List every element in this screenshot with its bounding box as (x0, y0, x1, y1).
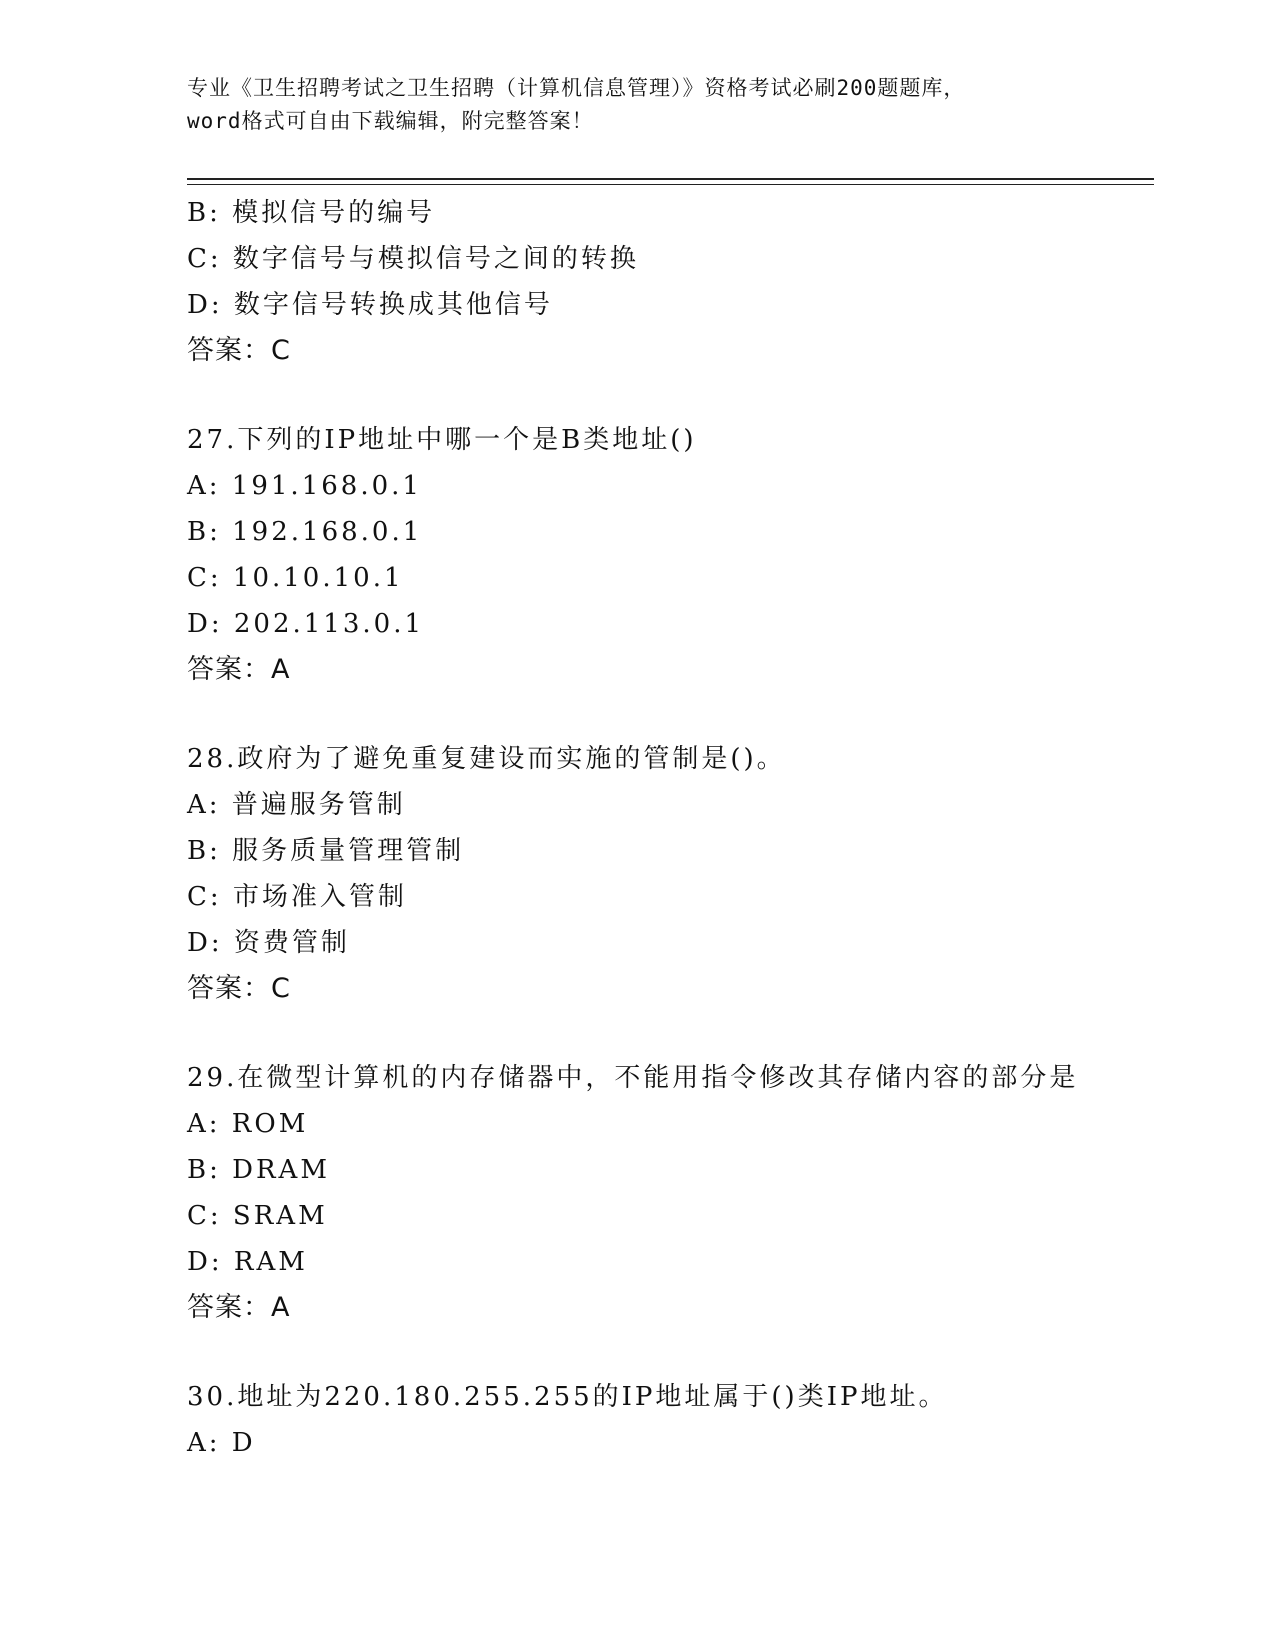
question-block-26 (187, 190, 1147, 374)
option-c: C: 市场准入管制 (187, 882, 407, 912)
answer: 答案：A (187, 1292, 291, 1323)
answer: 答案：C (187, 335, 291, 366)
document-header (187, 72, 1087, 138)
question-stem: 28.政府为了避免重复建设而实施的管制是()。 (187, 744, 786, 774)
question-list (187, 190, 1147, 1466)
option-d: D: 数字信号转换成其他信号 (187, 290, 553, 320)
option-a: A: D (187, 1428, 256, 1458)
option-a: A: 191.168.0.1 (187, 471, 422, 501)
answer: 答案：A (187, 654, 291, 685)
option-b: B: 服务质量管理管制 (187, 836, 465, 866)
option-d: D: RAM (187, 1247, 308, 1277)
header-title-line-2: word格式可自由下载编辑，附完整答案！ (187, 109, 594, 133)
question-block-27 (187, 417, 1147, 693)
header-divider-thick (187, 178, 1154, 180)
option-b: B: DRAM (187, 1155, 330, 1185)
option-c: C: 10.10.10.1 (187, 563, 404, 593)
spacer (187, 374, 1147, 417)
spacer (187, 1331, 1147, 1374)
spacer (187, 693, 1147, 736)
option-d: D: 202.113.0.1 (187, 609, 424, 639)
question-block-29 (187, 1055, 1147, 1331)
option-a: A: 普遍服务管制 (187, 790, 406, 820)
option-d: D: 资费管制 (187, 928, 350, 958)
answer: 答案：C (187, 973, 291, 1004)
question-stem: 30.地址为220.180.255.255的IP地址属于()类IP地址。 (187, 1382, 948, 1412)
question-stem: 27.下列的IP地址中哪一个是B类地址() (187, 425, 697, 455)
option-c: C: SRAM (187, 1201, 328, 1231)
question-stem: 29.在微型计算机的内存储器中，不能用指令修改其存储内容的部分是 (187, 1063, 1079, 1093)
option-a: A: ROM (187, 1109, 309, 1139)
option-b: B: 192.168.0.1 (187, 517, 423, 547)
option-c: C: 数字信号与模拟信号之间的转换 (187, 244, 639, 274)
question-block-30 (187, 1374, 1147, 1466)
spacer (187, 1012, 1147, 1055)
question-block-28 (187, 736, 1147, 1012)
header-title-line-1: 专业《卫生招聘考试之卫生招聘（计算机信息管理）》资格考试必刷200题题库， (187, 76, 966, 100)
header-divider-thin (187, 184, 1154, 185)
option-b: B: 模拟信号的编号 (187, 198, 436, 228)
